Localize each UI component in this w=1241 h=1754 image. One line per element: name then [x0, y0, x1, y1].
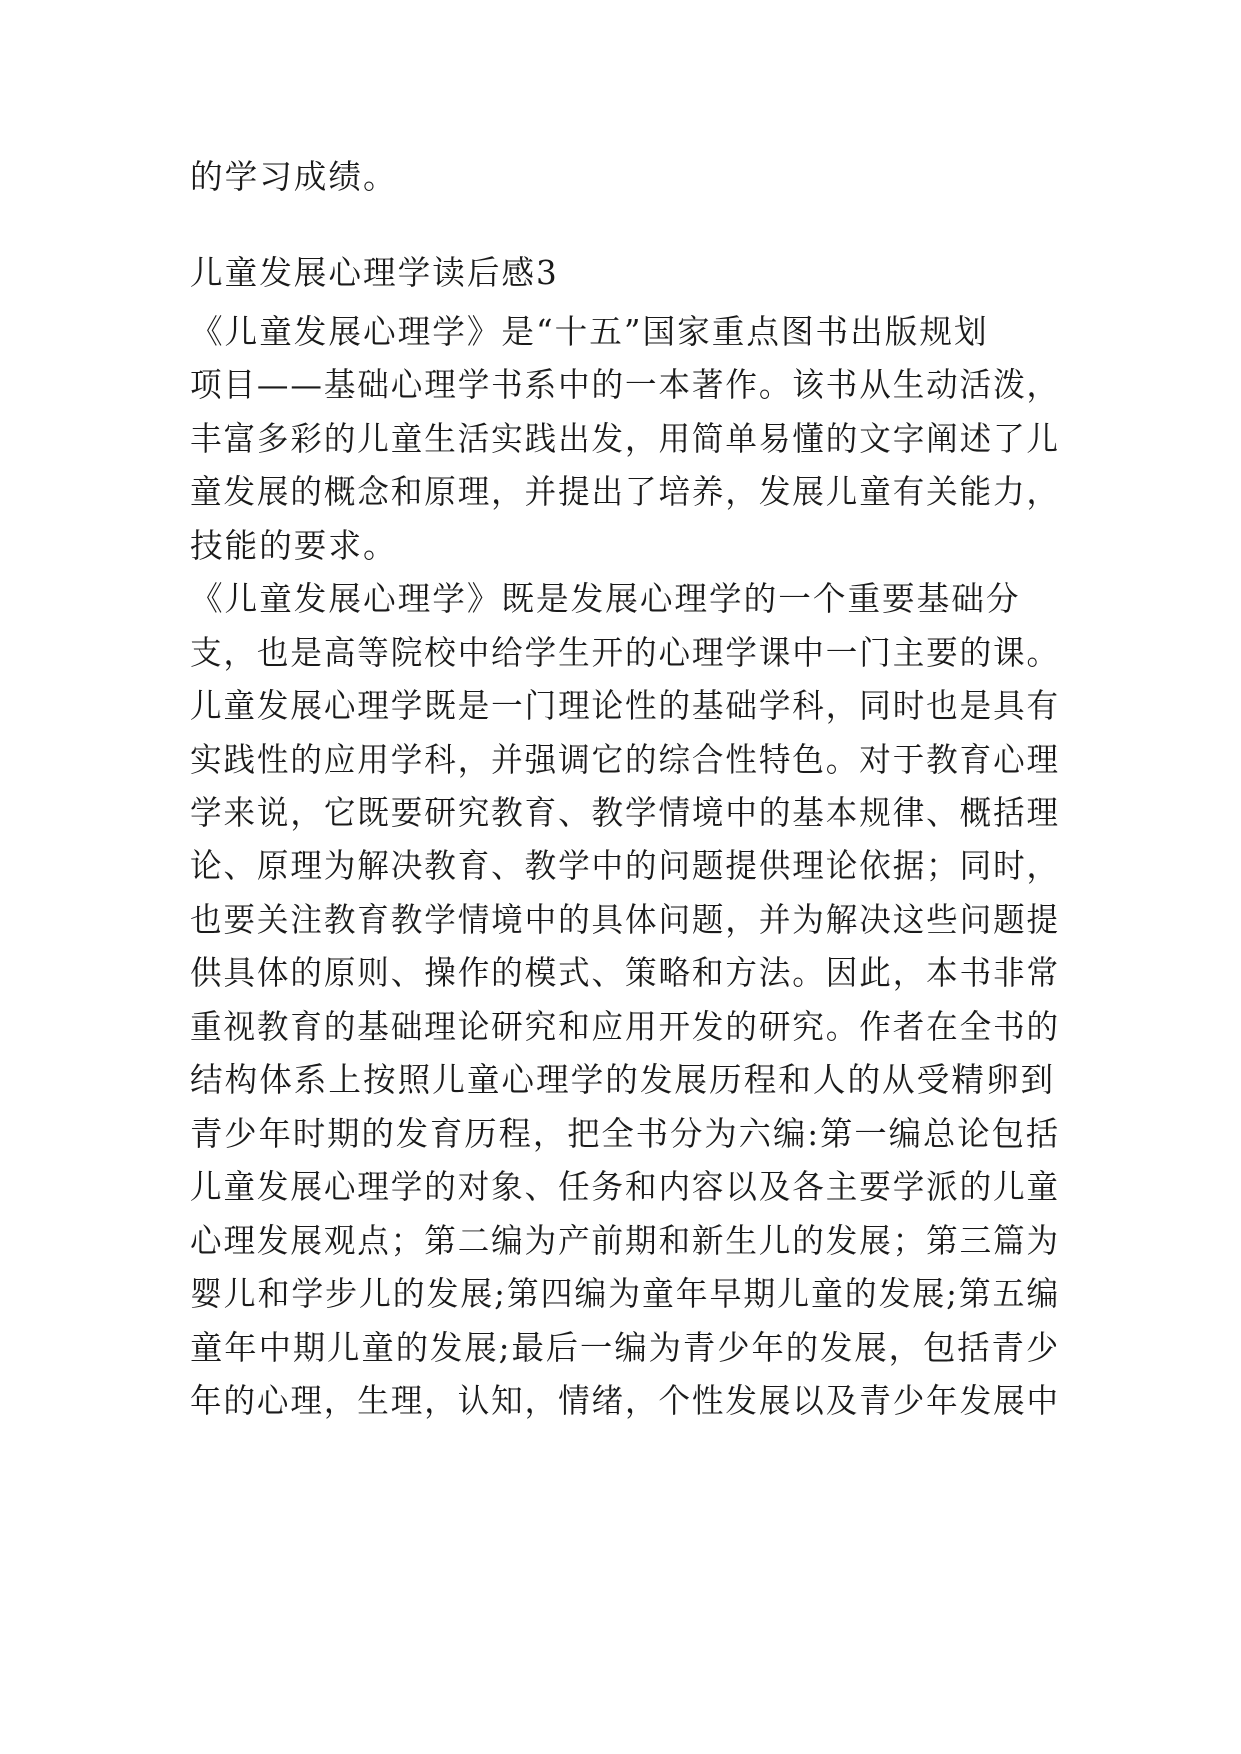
paragraph2-line: 心理发展观点；第二编为产前期和新生儿的发展；第三篇为: [190, 1221, 1060, 1260]
paragraph1-line: 童发展的概念和原理，并提出了培养，发展儿童有关能力，: [190, 472, 1060, 511]
paragraph2-line: 支，也是高等院校中给学生开的心理学课中一门主要的课。: [190, 633, 1060, 672]
paragraph2-line: 童年中期儿童的发展;最后一编为青少年的发展，包括青少: [190, 1328, 1061, 1367]
continuation-line: 的学习成绩。: [190, 157, 398, 196]
paragraph2-line: 也要关注教育教学情境中的具体问题，并为解决这些问题提: [190, 900, 1060, 939]
paragraph2-line: 重视教育的基础理论研究和应用开发的研究。作者在全书的: [190, 1007, 1060, 1046]
paragraph2-line: 论、原理为解决教育、教学中的问题提供理论依据；同时，: [190, 846, 1060, 885]
paragraph2-line: 婴儿和学步儿的发展;第四编为童年早期儿童的发展;第五编: [190, 1274, 1061, 1313]
paragraph2-line: 《儿童发展心理学》既是发展心理学的一个重要基础分: [190, 579, 1021, 618]
paragraph1-line: 项目——基础心理学书系中的一本著作。该书从生动活泼，: [190, 365, 1060, 404]
paragraph2-line: 儿童发展心理学的对象、任务和内容以及各主要学派的儿童: [190, 1167, 1060, 1206]
paragraph2-line: 儿童发展心理学既是一门理论性的基础学科，同时也是具有: [190, 686, 1060, 725]
paragraph1-line: 《儿童发展心理学》是“十五”国家重点图书出版规划: [190, 312, 989, 351]
paragraph2-line: 实践性的应用学科，并强调它的综合性特色。对于教育心理: [190, 740, 1060, 779]
paragraph2-line: 年的心理，生理，认知，情绪，个性发展以及青少年发展中: [190, 1381, 1060, 1420]
paragraph2-line: 学来说，它既要研究教育、教学情境中的基本规律、概括理: [190, 793, 1060, 832]
paragraph1-line: 丰富多彩的儿童生活实践出发，用简单易懂的文字阐述了儿: [190, 419, 1060, 458]
paragraph2-line: 结构体系上按照儿童心理学的发展历程和人的从受精卵到: [190, 1060, 1056, 1099]
paragraph2-line: 供具体的原则、操作的模式、策略和方法。因此，本书非常: [190, 953, 1060, 992]
paragraph2-line: 青少年时期的发育历程，把全书分为六编:第一编总论包括: [190, 1114, 1061, 1153]
section-heading: 儿童发展心理学读后感3: [190, 253, 559, 292]
paragraph1-line: 技能的要求。: [190, 526, 398, 565]
